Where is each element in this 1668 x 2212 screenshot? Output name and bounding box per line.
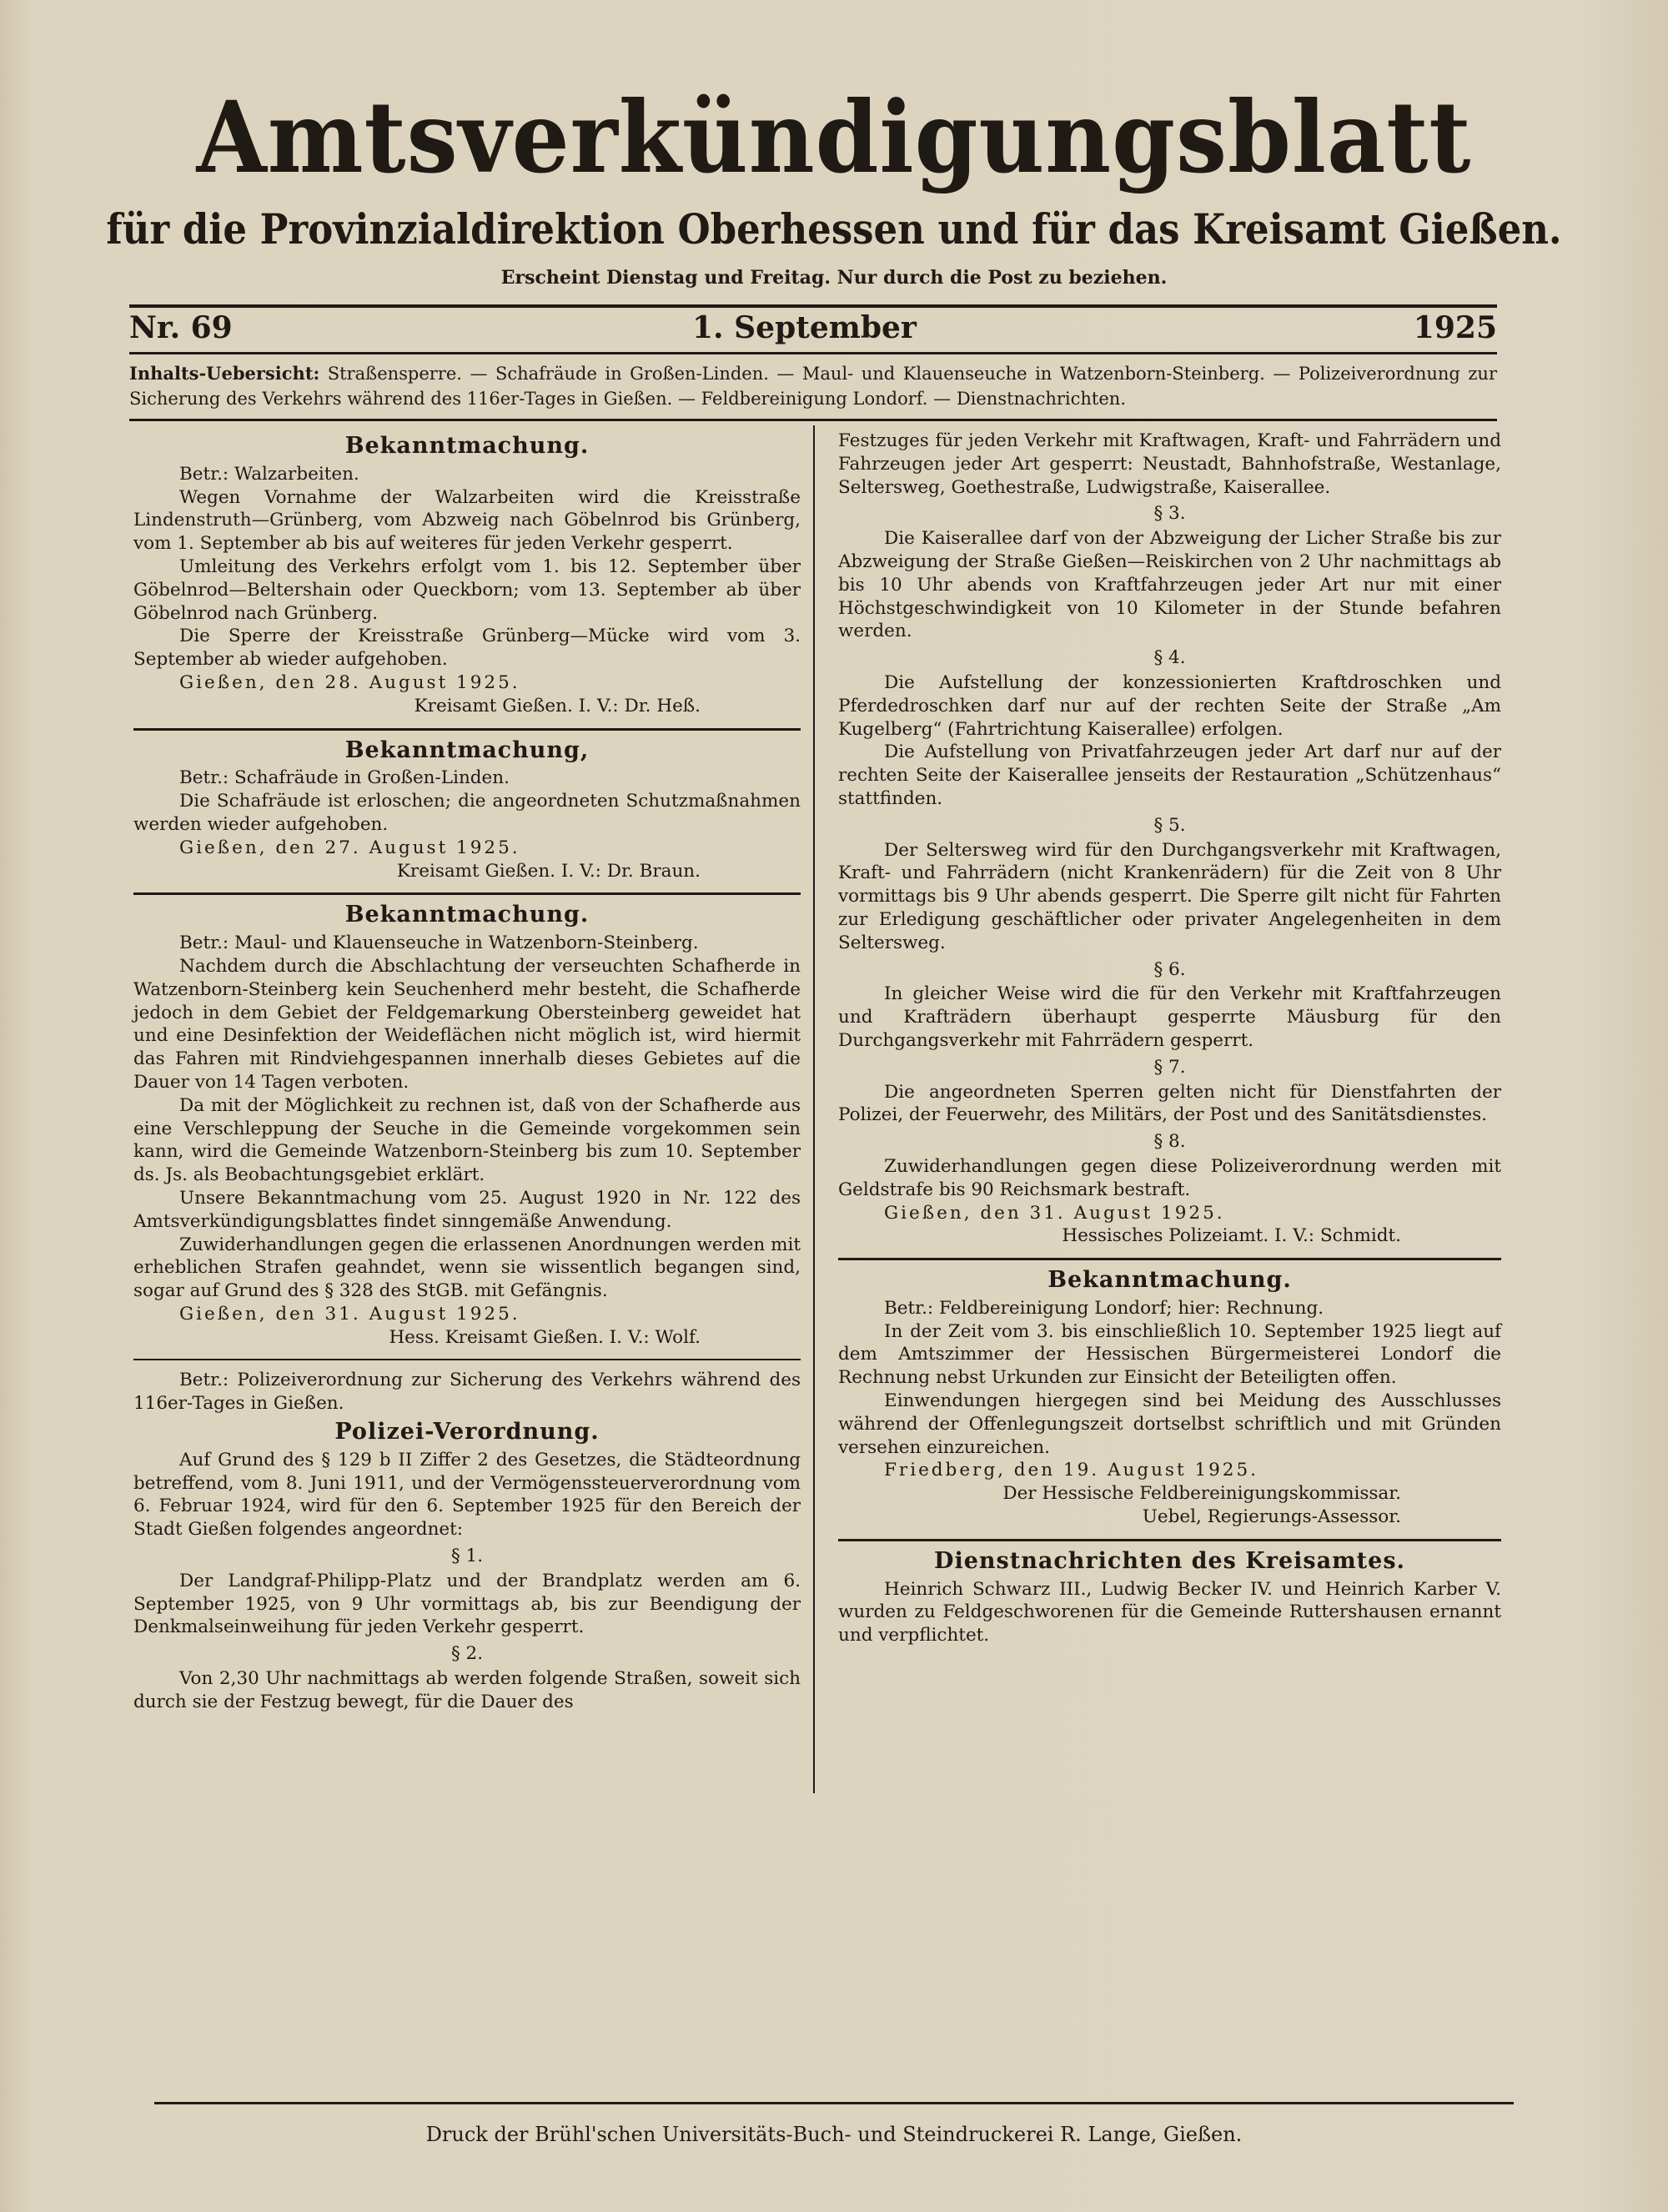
notice-signature: Hess. Kreisamt Gießen. I. V.: Wolf. xyxy=(389,1326,701,1348)
ordinance-paragraph: Die Aufstellung der konzessionierten Kraftdroschken und Pferdedroschken darf nur auf der rechten Seite der Straße „Am Kugelberg“ (Fahrtrichtung Kaiserallee) erfolgen. xyxy=(838,671,1501,740)
column-divider xyxy=(813,425,815,1793)
notice-signature: Hessisches Polizeiamt. I. V.: Schmidt. xyxy=(1062,1225,1401,1247)
notice-signature: Kreisamt Gießen. I. V.: Dr. Heß. xyxy=(414,695,701,716)
notice-paragraph: Heinrich Schwarz III., Ludwig Becker IV. und Heinrich Karber V. wurden zu Feldgeschworenen für die Gemeinde Ruttershausen ernannt und verpflichtet. xyxy=(838,1578,1501,1646)
notice-signature: Uebel, Regierungs-Assessor. xyxy=(1142,1506,1401,1528)
notice-paragraph: Wegen Vornahme der Walzarbeiten wird die Kreisstraße Lindenstruth—Grünberg, vom Abzweig nach Göbelnrod bis Grünberg, vom 1. September ab bis auf weiteres für jeden Verkehr gesperrt. xyxy=(133,486,801,555)
rule-footer xyxy=(154,2102,1514,2104)
notice-paragraph: Nachdem durch die Abschlachtung der verseuchten Schafherde in Watzenborn-Steinberg kein Seuchenherd mehr besteht, die Schafherde jedoch in dem Gebiet der Feldgemarkung Obersteinberg geweidet hat und eine Desinfektion der Weideflächen nicht möglich ist, wird hiermit das Fahren mit Rindviehgespannen innerhalb dieses Gebietes auf die Dauer von 14 Tagen verboten. xyxy=(133,955,801,1093)
notice-heading: Bekanntmachung. xyxy=(344,433,590,459)
paragraph-number: § 7. xyxy=(1153,1056,1186,1078)
paragraph-number: § 3. xyxy=(1153,503,1186,525)
notice-place-date: Gießen, den 31. August 1925. xyxy=(179,1303,520,1325)
notice-place-date: Gießen, den 27. August 1925. xyxy=(179,837,520,858)
section-separator xyxy=(838,1539,1501,1541)
right-column xyxy=(838,430,1501,1647)
notice-paragraph: Unsere Bekanntmachung vom 25. August 1920 in Nr. 122 des Amtsverkündigungsblattes findet sinngemäße Anwendung. xyxy=(133,1187,801,1232)
ordinance-paragraph: Zuwiderhandlungen gegen diese Polizeiverordnung werden mit Geldstrafe bis 90 Reichsmark bestraft. xyxy=(838,1155,1501,1200)
issue-number: Nr. 69 xyxy=(129,310,233,345)
paragraph-number: § 6. xyxy=(1153,958,1186,980)
ordinance-paragraph: Der Seltersweg wird für den Durchgangsverkehr mit Kraftwagen, Kraft- und Fahrrädern (nicht Krankenrädern) für die Zeit von 8 Uhr vormittags bis 9 Uhr abends gesperrt. Die Sperre gilt nicht für Fahrten zur Erledigung geschäftlicher oder privater Angelegenheiten in dem Seltersweg. xyxy=(838,839,1501,953)
section-separator xyxy=(133,1359,801,1360)
printer-imprint: Druck der Brühl'schen Universitäts-Buch- und Steindruckerei R. Lange, Gießen. xyxy=(425,2123,1243,2146)
notice-signature: Der Hessische Feldbereinigungskommissar. xyxy=(1002,1483,1401,1505)
ordinance-paragraph: Festzuges für jeden Verkehr mit Kraftwagen, Kraft- und Fahrrädern und Fahrzeugen jeder Art gesperrt: Neustadt, Bahnhofstraße, Westanlage, Seltersweg, Goethestraße, Ludwigstraße, Kaiserallee. xyxy=(838,430,1501,498)
notice-paragraph: Die Schafräude ist erloschen; die angeordneten Schutzmaßnahmen werden wieder aufgehoben. xyxy=(133,791,801,835)
rule-top xyxy=(129,304,1497,308)
paragraph-number: § 1. xyxy=(450,1546,484,1567)
notice-paragraph: Da mit der Möglichkeit zu rechnen ist, daß von der Schafherde aus eine Verschleppung der Seuche in die Gemeinde vorgekommen sein kann, wird die Gemeinde Watzenborn-Steinberg bis zum 10. September ds. Js. als Beobachtungsgebiet erklärt. xyxy=(133,1094,801,1186)
paragraph-number: § 4. xyxy=(1153,647,1186,669)
notice-heading: Bekanntmachung, xyxy=(344,736,590,763)
notice-subject: Betr.: Polizeiverordnung zur Sicherung des Verkehrs während des 116er-Tages in Gießen. xyxy=(133,1370,801,1415)
notice-paragraph: Zuwiderhandlungen gegen die erlassenen Anordnungen werden mit erheblichen Strafen geahndet, wenn sie wissentlich begangen sind, sogar auf Grund des § 328 des StGB. mit Gefängnis. xyxy=(133,1234,801,1302)
rule-mid xyxy=(129,352,1497,354)
notice-subject: Betr.: Schafräude in Großen-Linden. xyxy=(179,767,510,789)
toc-label: Inhalts-Uebersicht: xyxy=(129,363,320,384)
toc-text: Straßensperre. — Schafräude in Großen-Linden. — Maul- und Klauenseuche in Watzenborn-Steinberg. — Polizeiverordnung zur Sicherung des Verkehrs während des 116er-Tages in Gießen. — Feldbereinigung Londorf. — Dienstnachrichten. xyxy=(129,364,1497,409)
ordinance-intro: Auf Grund des § 129 b II Ziffer 2 des Gesetzes, die Städteordnung betreffend, vom 8. Juni 1911, und der Vermögenssteuerverordnung vom 6. Februar 1924, wird für den 6. September 1925 für den Bereich der Stadt Gießen folgendes angeordnet: xyxy=(133,1449,801,1541)
issue-year: 1925 xyxy=(1413,310,1497,345)
notice-subject: Betr.: Feldbereinigung Londorf; hier: Rechnung. xyxy=(884,1297,1324,1319)
issue-date: 1. September xyxy=(692,310,917,345)
dienstnachrichten-heading: Dienstnachrichten des Kreisamtes. xyxy=(934,1547,1405,1574)
masthead-title: Amtsverkündigungsblatt xyxy=(196,79,1472,195)
notice-paragraph: Die Sperre der Kreisstraße Grünberg—Mücke wird vom 3. September ab wieder aufgehoben. xyxy=(133,626,801,671)
paragraph-number: § 2. xyxy=(450,1643,484,1665)
notice-place-date: Friedberg, den 19. August 1925. xyxy=(884,1460,1259,1481)
ordinance-paragraph: Die Kaiserallee darf von der Abzweigung der Licher Straße bis zur Abzweigung der Straße Gießen—Reiskirchen von 2 Uhr nachmittags ab bis 10 Uhr abends von Kraftfahrzeugen jeder Art nur mit einer Höchstgeschwindigkeit von 10 Kilometer in der Stunde befahren werden. xyxy=(838,528,1501,642)
notice-signature: Kreisamt Gießen. I. V.: Dr. Braun. xyxy=(396,860,701,882)
ordinance-paragraph: Die angeordneten Sperren gelten nicht für Dienstfahrten der Polizei, der Feuerwehr, des Militärs, der Post und des Sanitätsdienstes. xyxy=(838,1081,1501,1126)
paragraph-number: § 8. xyxy=(1153,1131,1186,1153)
notice-place-date: Gießen, den 28. August 1925. xyxy=(179,671,520,693)
table-of-contents xyxy=(129,361,1497,411)
section-separator xyxy=(133,892,801,895)
ordinance-heading: Polizei-Verordnung. xyxy=(334,1419,600,1445)
notice-paragraph: Umleitung des Verkehrs erfolgt vom 1. bis 12. September über Göbelnrod—Beltershain oder Queckborn; vom 13. September ab über Göbelnrod nach Grünberg. xyxy=(133,556,801,624)
masthead-note: Erscheint Dienstag und Freitag. Nur durch die Post zu beziehen. xyxy=(500,267,1168,289)
rule-toc xyxy=(129,419,1497,421)
issue-row xyxy=(129,310,1497,349)
ordinance-paragraph: In gleicher Weise wird die für den Verkehr mit Kraftfahrzeugen und Krafträdern überhaupt gesperrte Mäusburg für den Durchgangsverkehr mit Fahrrädern gesperrt. xyxy=(838,983,1501,1051)
notice-paragraph: In der Zeit vom 3. bis einschließlich 10. September 1925 liegt auf dem Amtszimmer der Hessischen Bürgermeisterei Londorf die Rechnung nebst Urkunden zur Einsicht der Beteiligten offen. xyxy=(838,1320,1501,1389)
left-column xyxy=(133,430,801,1714)
paragraph-number: § 5. xyxy=(1153,814,1186,836)
notice-subject: Betr.: Walzarbeiten. xyxy=(179,463,359,485)
notice-subject: Betr.: Maul- und Klauenseuche in Watzenborn-Steinberg. xyxy=(179,933,699,954)
notice-paragraph: Einwendungen hiergegen sind bei Meidung des Ausschlusses während der Offenlegungszeit dortselbst schriftlich und mit Gründen versehen einzureichen. xyxy=(838,1390,1501,1458)
section-separator xyxy=(133,728,801,731)
ordinance-paragraph: Von 2,30 Uhr nachmittags ab werden folgende Straßen, soweit sich durch sie der Festzug bewegt, für die Dauer des xyxy=(133,1668,801,1712)
notice-place-date: Gießen, den 31. August 1925. xyxy=(884,1202,1225,1224)
ordinance-paragraph: Die Aufstellung von Privatfahrzeugen jeder Art darf nur auf der rechten Seite der Kaiserallee jenseits der Restauration „Schützenhaus“ stattfinden. xyxy=(838,742,1501,809)
notice-heading: Bekanntmachung. xyxy=(1048,1267,1292,1294)
notice-heading: Bekanntmachung. xyxy=(344,902,590,928)
masthead-subtitle: für die Provinzialdirektion Oberhessen und für das Kreisamt Gießen. xyxy=(106,204,1562,254)
ordinance-paragraph: Der Landgraf-Philipp-Platz und der Brandplatz werden am 6. September 1925, von 9 Uhr vormittags ab, bis zur Beendigung der Denkmalseinweihung für jeden Verkehr gesperrt. xyxy=(133,1570,801,1638)
section-separator xyxy=(838,1258,1501,1260)
